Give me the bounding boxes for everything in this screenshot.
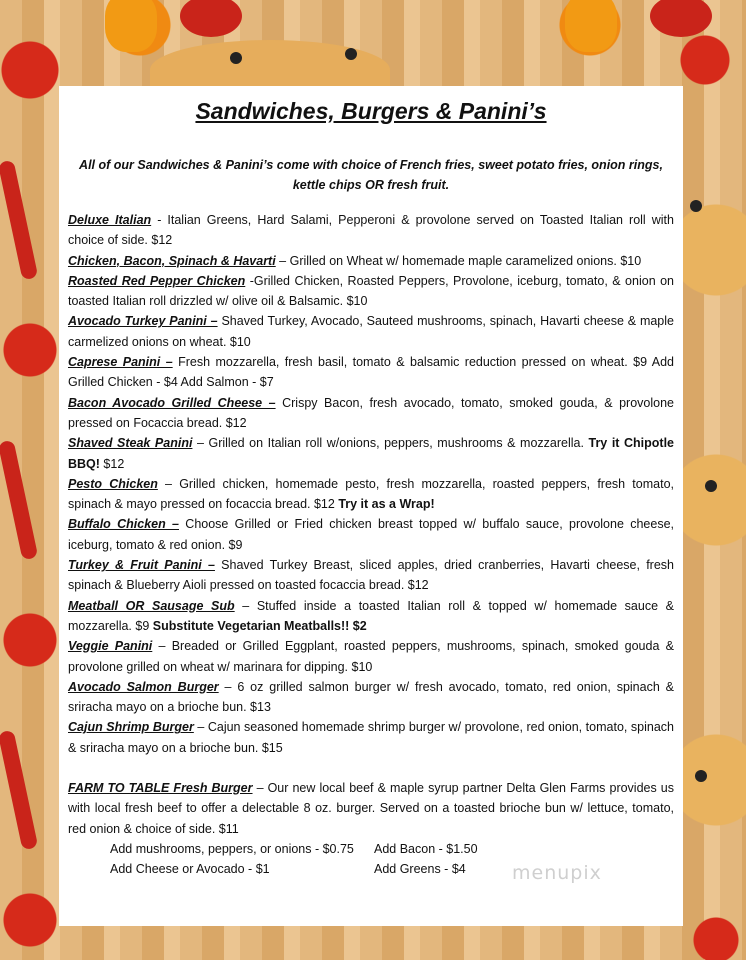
menu-card: [59, 86, 683, 926]
item-name: Roasted Red Pepper Chicken: [68, 273, 246, 288]
menu-item: [68, 555, 674, 596]
addon-item: Add mushrooms, peppers, or onions - $0.75: [110, 841, 354, 856]
item-name: FARM TO TABLE Fresh Burger: [68, 781, 253, 796]
page-title: Sandwiches, Burgers & Panini’s: [195, 98, 547, 124]
pepper-decoration: [650, 0, 712, 37]
menu-item: [68, 596, 674, 637]
chili-decoration: [0, 440, 38, 561]
item-description: Fresh mozzarella, fresh basil, tomato & balsamic reduction pressed on wheat. $9 Add Grilled Chicken - $4 Add Salmon - $7: [68, 355, 674, 390]
menu-item: [68, 514, 674, 555]
menu-items: [68, 210, 674, 839]
addon-item: Add Bacon - $1.50: [374, 841, 478, 856]
menu-item: [68, 393, 674, 434]
olive-decoration: [230, 52, 242, 64]
menu-item: [68, 636, 674, 677]
intro-text: All of our Sandwiches & Panini’s come with choice of French fries, sweet potato fries, onion rings, kettle chips OR fresh fruit.: [79, 158, 663, 192]
item-name: Bacon Avocado Grilled Cheese –: [68, 395, 276, 410]
item-highlight: Try it as a Wrap!: [338, 497, 435, 512]
item-description: – Stuffed inside a toasted Italian roll & topped w/ homemade sauce & mozzarella. $9: [68, 598, 674, 633]
olive-decoration: [705, 480, 717, 492]
menu-item: [68, 677, 674, 718]
pepper-decoration: [105, 0, 157, 52]
item-description: Choose Grilled or Fried chicken breast topped w/ buffalo sauce, provolone cheese, iceburg, tomato & red onion. $9: [68, 517, 674, 552]
item-name: Veggie Panini: [68, 639, 153, 654]
item-name: Shaved Steak Panini: [68, 436, 193, 451]
watermark: menupix: [512, 862, 602, 884]
item-name: Meatball OR Sausage Sub: [68, 598, 235, 613]
olive-decoration: [695, 770, 707, 782]
menu-item: [68, 352, 674, 393]
item-description: -Grilled Chicken, Roasted Peppers, Provolone, iceburg, tomato, & onion on toasted Italian roll drizzled w/ olive oil & Balsamic. $10: [68, 273, 674, 309]
item-highlight: Try it Chipotle BBQ!: [68, 436, 674, 471]
item-name: Chicken, Bacon, Spinach & Havarti: [68, 253, 276, 268]
menu-item: [68, 210, 674, 251]
item-name: Avocado Salmon Burger: [68, 679, 219, 694]
olive-decoration: [690, 200, 702, 212]
item-name: Pesto Chicken: [68, 476, 158, 491]
item-description: Shaved Turkey, Avocado, Sauteed mushrooms, spinach, Havarti cheese & maple carmelized onions on wheat. $10: [68, 314, 674, 349]
addon-item: Add Cheese or Avocado - $1: [110, 862, 270, 877]
item-name: Avocado Turkey Panini –: [68, 314, 218, 329]
item-name: Buffalo Chicken –: [68, 517, 179, 532]
pepper-decoration: [180, 0, 242, 37]
item-price: $12: [99, 456, 125, 471]
menu-item: [68, 474, 674, 515]
item-description: - Italian Greens, Hard Salami, Pepperoni & provolone served on Toasted Italian roll with choice of side. $12: [68, 213, 674, 248]
addon-item: Add Greens - $4: [374, 862, 466, 877]
item-description: – 6 oz grilled salmon burger w/ fresh avocado, tomato, red onion, spinach & sriracha mayo on a brioche bun. $13: [68, 679, 674, 715]
menu-item: [68, 271, 674, 312]
item-highlight: Substitute Vegetarian Meatballs!! $2: [152, 618, 367, 633]
chili-decoration: [0, 730, 38, 851]
item-description: – Grilled chicken, homemade pesto, fresh mozzarella, roasted peppers, fresh tomato, spinach & mayo pressed on focaccia bread. $12: [68, 476, 674, 512]
addon-row: [68, 839, 674, 859]
farm-burger-item: [68, 778, 674, 839]
menu-item: [68, 433, 674, 474]
item-description: – Cajun seasoned homemade shrimp burger w/ provolone, red onion, tomato, spinach & sriracha mayo on a brioche bun. $15: [68, 720, 674, 755]
menu-item: [68, 717, 674, 758]
item-description: – Grilled on Italian roll w/onions, peppers, mushrooms & mozzarella.: [192, 436, 589, 451]
item-description: Crispy Bacon, fresh avocado, tomato, smoked gouda, & provolone pressed on Focaccia bread. $12: [68, 395, 674, 430]
chili-decoration: [0, 160, 38, 281]
item-name: Deluxe Italian: [68, 213, 152, 227]
item-description: – Breaded or Grilled Eggplant, roasted peppers, mushrooms, spinach, smoked gouda & provolone grilled on wheat w/ marinara for dipping. $10: [68, 639, 674, 674]
menu-item: [68, 251, 674, 271]
olive-decoration: [345, 48, 357, 60]
item-name: Cajun Shrimp Burger: [68, 720, 194, 735]
item-name: Caprese Panini –: [68, 355, 173, 370]
item-description: – Grilled on Wheat w/ homemade maple caramelized onions. $10: [275, 253, 642, 268]
item-description: Shaved Turkey Breast, sliced apples, dried cranberries, Havarti cheese, fresh spinach & Blueberry Aioli pressed on toasted focaccia bread. $12: [68, 558, 674, 593]
pepper-decoration: [565, 0, 617, 52]
item-name: Turkey & Fruit Panini –: [68, 558, 215, 573]
menu-item: [68, 311, 674, 352]
item-description: – Our new local beef & maple syrup partner Delta Glen Farms provides us with local fresh beef to offer a delectable 8 oz. burger. Served on a toasted brioche bun w/ lettuce, tomato, red onion & choice of side. $11: [68, 781, 674, 836]
